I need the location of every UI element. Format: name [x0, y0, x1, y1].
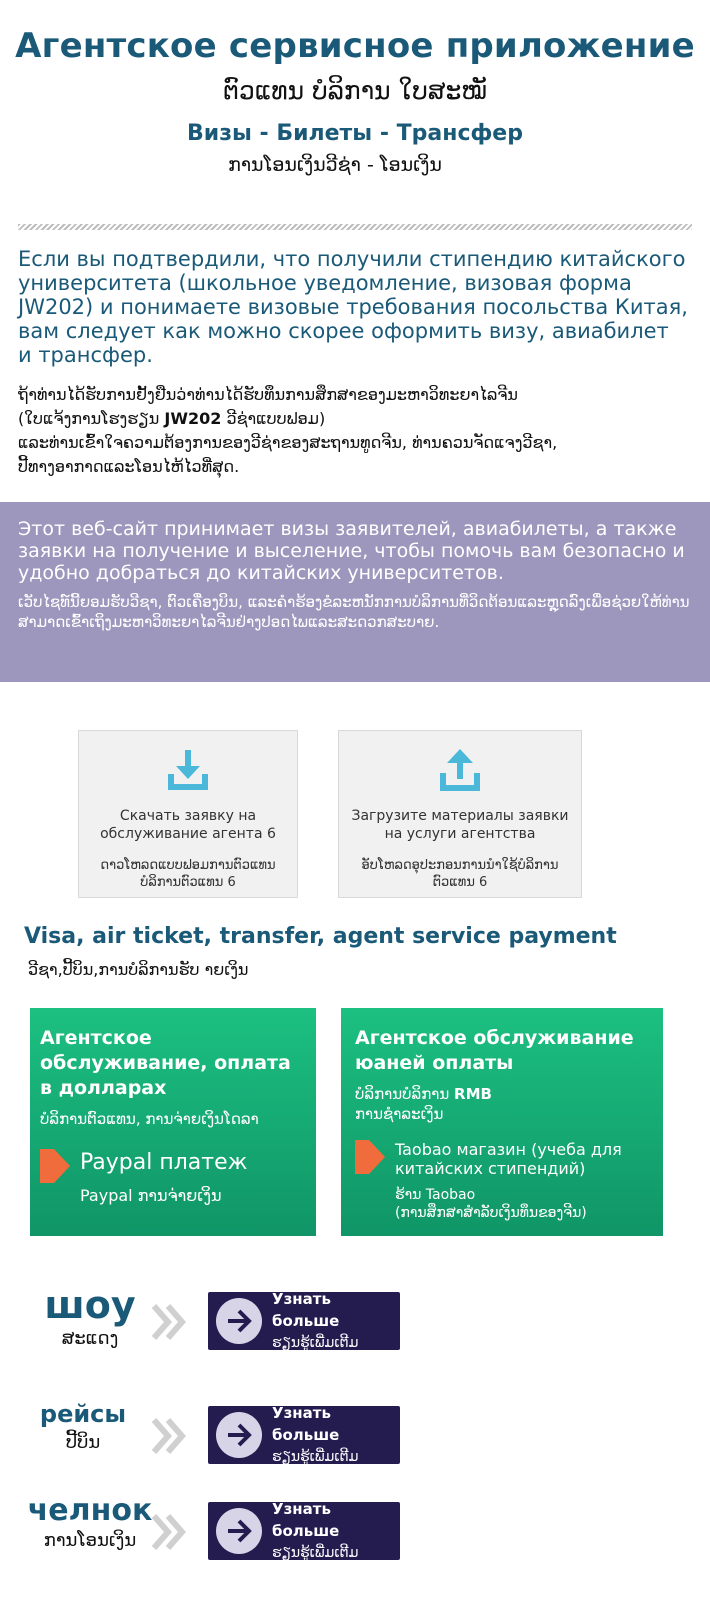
rmb-card-subtitle — [355, 1084, 653, 1124]
header — [0, 0, 710, 176]
more-row-show — [0, 1284, 710, 1354]
intro-lo-line — [18, 407, 688, 431]
learn-more-label-lo: ຮຽນຮູ້ເພີ່ມເຕີມ — [272, 1545, 359, 1561]
intro-lo-line: ປີ້ທາງອາກາດແລະໂອນໄຫ້ໄວທີ່ສຸດ. — [18, 457, 240, 476]
intro-lo-text: (ໃບແຈ້ງການໂຮງຮຽນ — [18, 409, 165, 428]
learn-more-button[interactable] — [208, 1502, 400, 1560]
rmb-sub-text: ບໍລິການບໍລິການ — [355, 1085, 455, 1103]
usd-payment-card[interactable] — [30, 1008, 316, 1236]
download-icon — [79, 743, 297, 797]
double-chevron-icon — [150, 1302, 190, 1342]
more-label-lo: ການໂອນເງິນ — [43, 1530, 137, 1551]
usd-card-subtitle: ບໍລິການຕົວແທນ, ການຈ່າຍເງິນໂດລາ — [40, 1110, 259, 1128]
right-arrow-icon — [216, 1412, 262, 1458]
learn-more-text — [272, 1498, 400, 1564]
rmb-sub-line2: ການຊໍາລະເງິນ — [355, 1105, 444, 1123]
arrow-tag-icon — [40, 1149, 70, 1183]
more-row-shuttle — [0, 1494, 710, 1564]
right-arrow-icon — [216, 1298, 262, 1344]
right-arrow-icon — [216, 1508, 262, 1554]
payment-subtitle: ວີຊາ,ປີ້ບິນ,ການບໍລິການຮັບ າຍເງິນ — [28, 960, 249, 979]
info-band — [0, 502, 710, 682]
learn-more-label-lo: ຮຽນຮູ້ເພີ່ມເຕີມ — [272, 1449, 359, 1465]
more-row-label — [40, 1284, 140, 1349]
upload-label-lo: ອັບໂຫລດອຸປະກອນການນໍາໃຊ້ບໍລິການຕົວແທນ 6 — [361, 858, 559, 890]
paypal-label-lo: Paypal ການຈ່າຍເງິນ — [80, 1186, 222, 1205]
intro-lo-line: ແລະທ່ານເຂົ້າໃຈຄວາມຕ້ອງການຂອງວີຊ່າຂອງສະຖານທູດຈີນ, ທ່ານຄວນຈັດແຈງວີຊາ, — [18, 433, 558, 452]
page-title: Агентское сервисное приложение — [15, 26, 695, 66]
intro-text-ru: Если вы подтвердили, что получили стипендию китайского университета (школьное уведомление, визовая форма JW202) и понимаете визовые требования посольства Китая, вам следует как можно скорее оформить визу, авиабилет и трансфер. — [18, 247, 688, 367]
intro-section — [18, 247, 688, 479]
more-label-lo: ສະແດງ — [61, 1328, 119, 1349]
taobao-label-ru: Taobao магазин (учеба для китайских стипендий) — [395, 1140, 622, 1178]
download-label-ru: Скачать заявку на обслуживание агента 6 — [100, 808, 276, 842]
intro-lo-bold: JW202 — [164, 409, 222, 428]
rmb-payment-card[interactable] — [341, 1008, 663, 1236]
rmb-sub-bold: RMB — [454, 1085, 492, 1103]
rmb-card-title: Агентское обслуживание юаней оплаты — [355, 1027, 634, 1074]
more-label-ru: рейсы — [39, 1400, 127, 1428]
more-label-ru: челнок — [27, 1493, 153, 1528]
arrow-tag-icon — [355, 1140, 385, 1174]
more-row-flights — [0, 1398, 710, 1468]
taobao-lo-line: (ການສຶກສາສໍາລັບເງິນທຶນຂອງຈີນ) — [395, 1205, 587, 1221]
band-text-lo: ເວັບໄຊທ໌ນີ້ຍອມຮັບວີຊາ, ຕົວເຄື່ອງບິນ, ແລະຄໍາຮ້ອງຂໍລະຫນັກການບໍລິການທີ່ວິດຕ້ອນແລະຫຼຸດລົງເພື່ອຊ່ວຍໃຫ້ທ່ານສາມາດເຂົ້າເຖິງມະຫາວິທະຍາໄລຈີນຢ່າງປອດໄພແລະສະດວກສະບາຍ. — [18, 593, 690, 631]
band-text-ru: Этот веб-сайт принимает визы заявителей, авиабилеты, а также заявки на получение и выселение, чтобы помочь вам безопасно и удобно добраться до китайских университетов. — [18, 518, 685, 584]
learn-more-button[interactable] — [208, 1292, 400, 1350]
learn-more-label-ru: Узнать больше — [272, 1290, 340, 1330]
learn-more-button[interactable] — [208, 1406, 400, 1464]
paypal-option[interactable] — [40, 1149, 306, 1207]
taobao-lo-line: ຮ້ານ Taobao — [395, 1187, 476, 1203]
more-row-label — [20, 1494, 160, 1551]
taobao-labels — [395, 1140, 653, 1222]
upload-label-ru: Загрузите материалы заявки на услуги агентства — [351, 808, 569, 842]
taobao-label-lo — [395, 1186, 653, 1222]
more-label-lo: ປີ້ບິນ — [65, 1432, 101, 1453]
paypal-label-ru: Paypal платеж — [80, 1150, 248, 1175]
paypal-labels — [80, 1149, 247, 1207]
learn-more-text — [272, 1402, 400, 1468]
payment-title: Visa, air ticket, transfer, agent service payment — [24, 924, 617, 949]
learn-more-label-ru: Узнать больше — [272, 1404, 340, 1444]
page-subtitle: ຕົວແທນ ບໍລິການ ໃບສະໝັ — [223, 76, 487, 105]
intro-lo-line: ຖ້າທ່ານໄດ້ຮັບການຢັ້ງຢືນວ່າທ່ານໄດ້ຮັບທຶນການສຶກສາຂອງມະຫາວິທະຍາໄລຈີນ — [18, 385, 518, 404]
download-card[interactable] — [78, 730, 298, 898]
learn-more-label-ru: Узнать больше — [272, 1500, 340, 1540]
upload-icon — [339, 743, 581, 797]
taobao-option[interactable] — [355, 1140, 653, 1222]
intro-text-lo — [18, 383, 688, 479]
download-label-lo: ດາວໂຫລດແບບຟອມການຕົວແທນບໍລິການຕົວແທນ 6 — [100, 858, 276, 890]
learn-more-text — [272, 1288, 400, 1354]
intro-lo-text: ວີຊ່າແບບຟອມ) — [221, 409, 326, 428]
divider — [18, 224, 692, 230]
learn-more-label-lo: ຮຽນຮູ້ເພີ່ມເຕີມ — [272, 1335, 359, 1351]
services-title: Визы - Билеты - Трансфер — [187, 121, 523, 146]
more-label-ru: шоу — [44, 1283, 136, 1327]
upload-card[interactable] — [338, 730, 582, 898]
usd-card-title: Агентское обслуживание, оплата в долларах — [40, 1027, 291, 1099]
more-row-label — [28, 1400, 138, 1453]
services-subtitle: ການໂອນເງິນວີຊ່າ - ໂອນເງິນ — [228, 154, 442, 176]
double-chevron-icon — [150, 1512, 190, 1552]
double-chevron-icon — [150, 1416, 190, 1456]
